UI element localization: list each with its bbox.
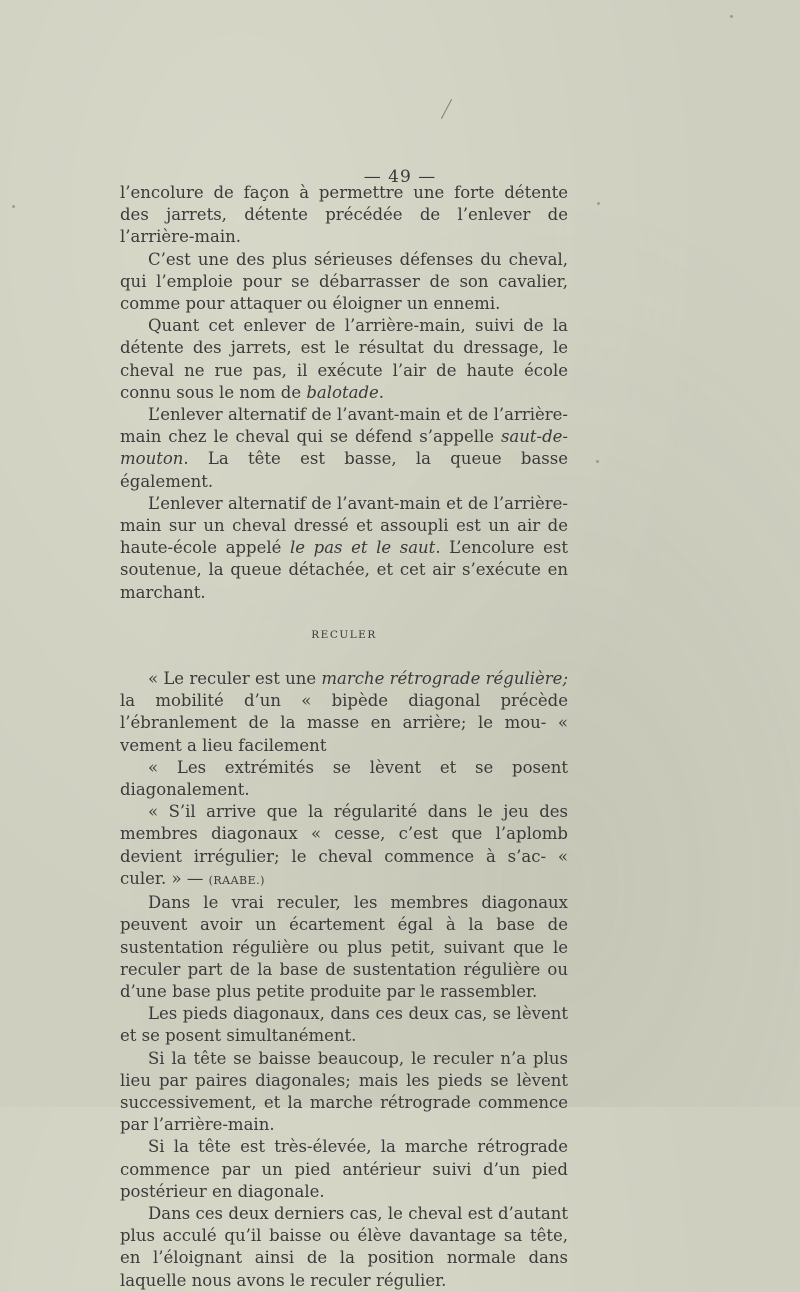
term-italic: saut-de-mouton: [120, 427, 568, 469]
pencil-mark: [441, 99, 452, 119]
term-italic: le pas et le saut: [290, 538, 436, 558]
paragraph: Les pieds diagonaux, dans ces deux cas, se lèvent et se posent simultanément.: [120, 1004, 568, 1046]
paragraph: L’enlever alternatif de l’avant-main et de l’arrière-main chez le cheval qui se défend s’appelle saut-de-mouton. La tête est basse, la queue basse également.: [120, 405, 568, 491]
paper-speck: [596, 460, 599, 463]
section-heading: RECULER: [311, 628, 377, 641]
paper-speck: [730, 15, 733, 18]
paragraph: Dans le vrai reculer, les membres diagonaux peuvent avoir un écartement égal à la base de sustentation régulière ou plus petit, suivant que le reculer part de la base de sustentation régulière ou d’une base plus petite produite par le rassembler.: [120, 893, 568, 1001]
paragraph: Si la tête se baisse beaucoup, le reculer n’a plus lieu par paires diagonales; mais les pieds se lèvent successivement, et la marche rétrograde commence par l’arrière-main.: [120, 1048, 568, 1135]
quote-paragraph: « S’il arrive que la régularité dans le jeu des membres diagonaux « cesse, c’est que l’aplomb devient irrégulier; le cheval commence à s’ac- « culer. » — (RAABE.): [120, 802, 568, 888]
paragraph: Si la tête est très-élevée, la marche rétrograde commence par un pied antérieur suivi d’un pied postérieur en diagonale.: [120, 1137, 568, 1201]
paragraph: C’est une des plus sérieuses défenses du cheval, qui l’emploie pour se débarrasser de son cavalier, comme pour attaquer ou éloigner un ennemi.: [120, 249, 568, 314]
quote-paragraph: « Les extrémités se lèvent et se posent diagonalement.: [120, 757, 568, 800]
term-italic: balotade: [306, 382, 379, 402]
paragraph: Quant cet enlever de l’arrière-main, suivi de la détente des jarrets, est le résultat du dressage, le cheval ne rue pas, il exécute l’air de haute école connu sous le nom de balotade.: [120, 316, 568, 402]
page-number: — 49 —: [363, 167, 437, 187]
paragraph: l’encolure de façon à permettre une forte détente des jarrets, détente précédée de l’enlever de l’arrière-main.: [120, 183, 568, 247]
main-text: [120, 182, 568, 1292]
paper-speck: [597, 202, 600, 205]
quote-paragraph: « Le reculer est une marche rétrograde régulière; la mobilité d’un « bipède diagonal précède l’ébranlement de la masse en arrière; le mou- « vement a lieu facilement: [120, 669, 568, 755]
quote-author: (RAABE.): [208, 873, 265, 887]
paragraph: L’enlever alternatif de l’avant-main et de l’arrière-main sur un cheval dressé et assoupli est un air de haute-école appelé le pas et le saut. L’encolure est soutenue, la queue détachée, et cet air s’exécute en marchant.: [120, 493, 569, 602]
term-italic: marche rétrograde régulière;: [321, 669, 568, 689]
paper-speck: [12, 205, 15, 208]
paragraph: Dans ces deux derniers cas, le cheval est d’autant plus acculé qu’il baisse ou élève davantage sa tête, en l’éloignant ainsi de la position normale dans laquelle nous avons le reculer régulier.: [120, 1203, 568, 1290]
